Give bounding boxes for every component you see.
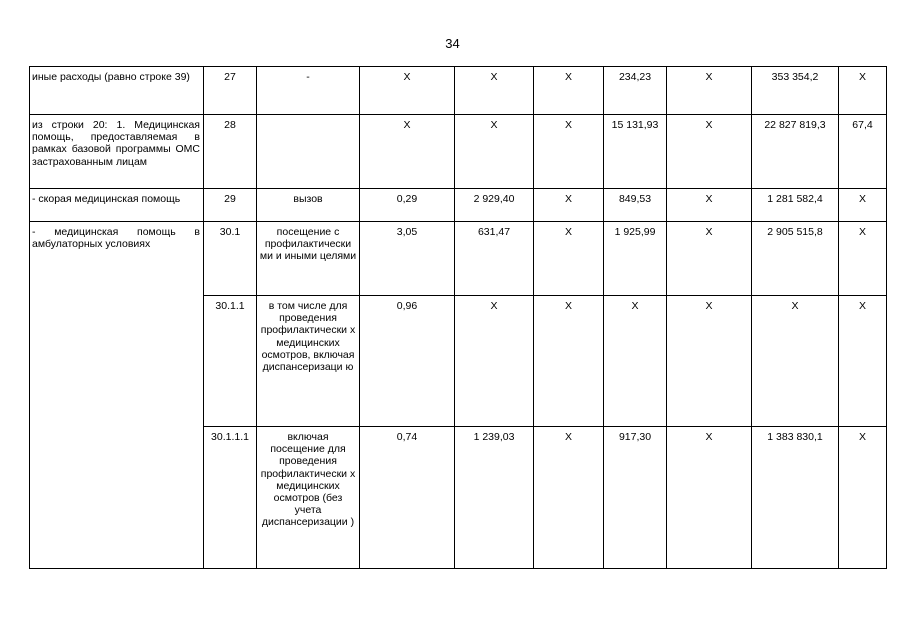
value-cell: 2 929,40 [455,189,534,222]
row-label: - медицинская помощь в амбулаторных условиях [30,222,204,569]
value-cell: X [455,67,534,115]
unit-cell: - [257,67,360,115]
data-table [29,66,887,569]
value-cell: X [839,296,887,427]
value-cell: X [839,67,887,115]
value-cell: 0,29 [360,189,455,222]
table-row [30,222,887,296]
row-label: - скорая медицинская помощь [30,189,204,222]
value-cell: X [667,427,752,569]
value-cell: X [534,427,604,569]
row-number: 29 [204,189,257,222]
table-row [30,115,887,189]
value-cell: X [360,67,455,115]
value-cell: 234,23 [604,67,667,115]
value-cell: 0,74 [360,427,455,569]
value-cell: X [604,296,667,427]
row-label: иные расходы (равно строке 39) [30,67,204,115]
value-cell: X [360,115,455,189]
unit-cell: посещение с профилактически ми и иными целями [257,222,360,296]
row-number: 30.1 [204,222,257,296]
value-cell: 67,4 [839,115,887,189]
value-cell: X [839,189,887,222]
row-number: 28 [204,115,257,189]
row-number: 30.1.1.1 [204,427,257,569]
value-cell: 2 905 515,8 [752,222,839,296]
value-cell: X [667,67,752,115]
unit-cell [257,115,360,189]
value-cell: X [839,222,887,296]
unit-cell: включая посещение для проведения профилактически х медицинских осмотров (без учета диспансеризации ) [257,427,360,569]
row-number: 30.1.1 [204,296,257,427]
value-cell: 353 354,2 [752,67,839,115]
value-cell: X [534,115,604,189]
value-cell: 917,30 [604,427,667,569]
value-cell: 0,96 [360,296,455,427]
value-cell: X [667,115,752,189]
value-cell: X [534,296,604,427]
table-row [30,189,887,222]
value-cell: X [667,222,752,296]
value-cell: 15 131,93 [604,115,667,189]
value-cell: 1 383 830,1 [752,427,839,569]
value-cell: X [534,67,604,115]
value-cell: 631,47 [455,222,534,296]
value-cell: X [534,222,604,296]
value-cell: 22 827 819,3 [752,115,839,189]
value-cell: X [455,296,534,427]
value-cell: X [534,189,604,222]
row-label: из строки 20: 1. Медицинская помощь, предоставляемая в рамках базовой программы ОМС застрахованным лицам [30,115,204,189]
unit-cell: вызов [257,189,360,222]
value-cell: X [752,296,839,427]
page-number: 34 [445,36,460,51]
value-cell: 1 281 582,4 [752,189,839,222]
value-cell: 1 239,03 [455,427,534,569]
value-cell: X [455,115,534,189]
row-number: 27 [204,67,257,115]
value-cell: 1 925,99 [604,222,667,296]
value-cell: X [667,189,752,222]
value-cell: 849,53 [604,189,667,222]
value-cell: X [839,427,887,569]
value-cell: 3,05 [360,222,455,296]
table-row [30,67,887,115]
unit-cell: в том числе для проведения профилактически х медицинских осмотров, включая диспансеризаци ю [257,296,360,427]
value-cell: X [667,296,752,427]
